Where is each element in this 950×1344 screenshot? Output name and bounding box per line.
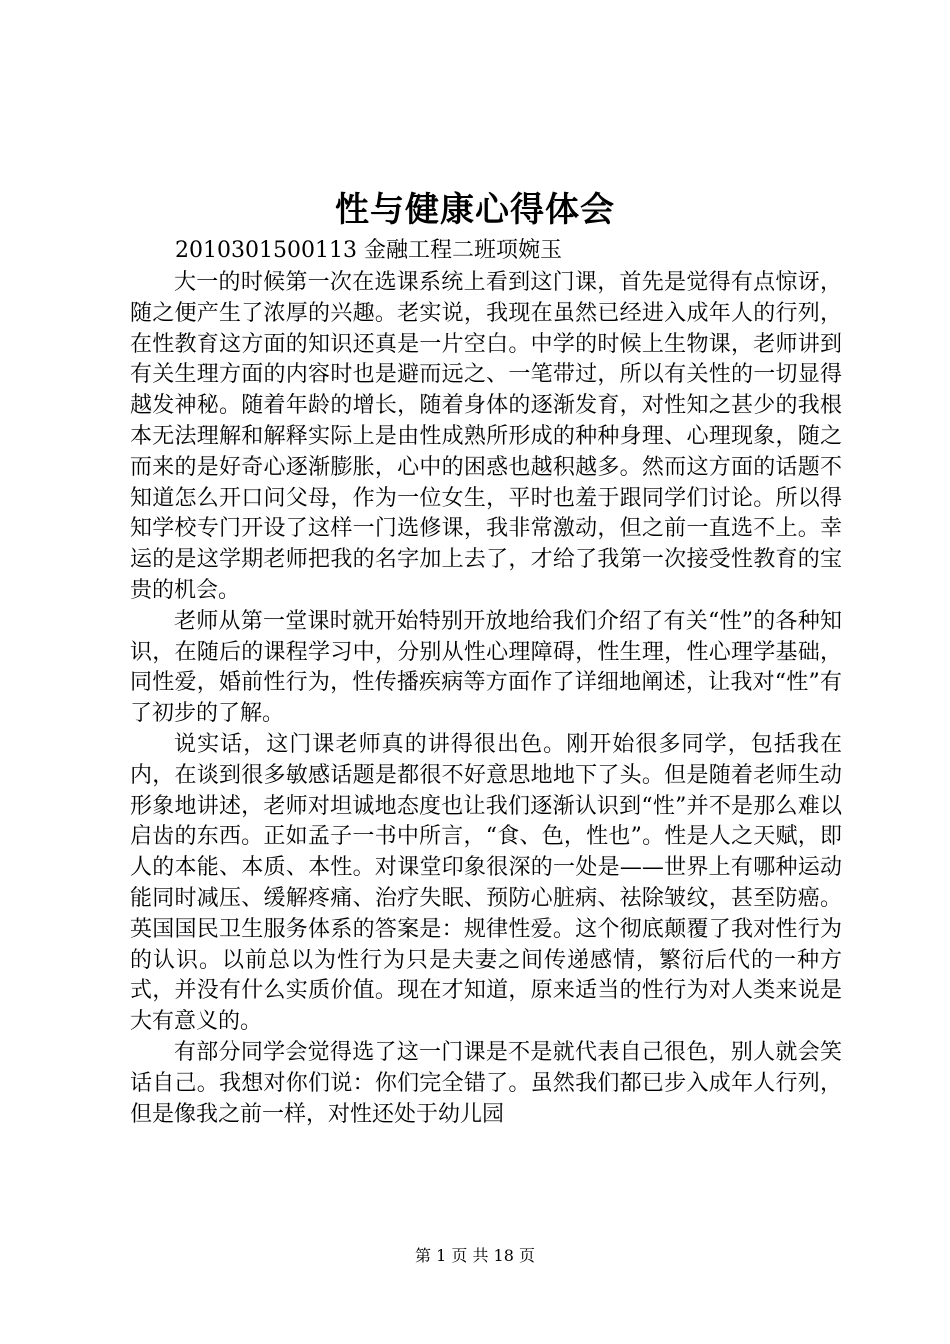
paragraph: 有部分同学会觉得选了这一门课是不是就代表自己很色，别人就会笑话自己。我想对你们说：你们完全错了。虽然我们都已步入成年人行列，但是像我之前一样，对性还处于幼儿园 xyxy=(130,1039,842,1127)
document-title: 性与健康心得体会 xyxy=(335,190,615,230)
document-body xyxy=(130,268,842,1130)
page-footer: 第 1 页 共 18 页 xyxy=(415,1246,535,1265)
paragraph: 说实话，这门课老师真的讲得很出色。刚开始很多同学，包括我在内，在谈到很多敏感话题是都很不好意思地地下了头。但是随着老师生动形象地讲述，老师对坦诚地态度也让我们逐渐认识到“性”并不是那么难以启齿的东西。正如孟子一书中所言，“食、色，性也”。性是人之天赋，即人的本能、本质、本性。对课堂印象很深的一处是——世界上有哪种运动能同时减压、缓解疼痛、治疗失眠、预防心脏病、祛除皱纹，甚至防癌。英国国民卫生服务体系的答案是：规律性爱。这个彻底颠覆了我对性行为的认识。以前总以为性行为只是夫妻之间传递感情，繁衍后代的一种方式，并没有什么实质价值。现在才知道，原来适当的性行为对人类来说是大有意义的。 xyxy=(130,731,842,1035)
paragraph: 老师从第一堂课时就开始特别开放地给我们介绍了有关“性”的各种知识，在随后的课程学习中，分别从性心理障碍，性生理，性心理学基础，同性爱，婚前性行为，性传播疾病等方面作了详细地阐述，让我对“性”有了初步的了解。 xyxy=(130,608,842,727)
author-line: 2010301500113 金融工程二班项婉玉 xyxy=(175,238,562,263)
paragraph: 大一的时候第一次在选课系统上看到这门课，首先是觉得有点惊讶，随之便产生了浓厚的兴趣。老实说，我现在虽然已经进入成年人的行列，在性教育这方面的知识还真是一片空白。中学的时候上生物课，老师讲到有关生理方面的内容时也是避而远之、一笔带过，所以有关性的一切显得越发神秘。随着年龄的增长，随着身体的逐渐发育，对性知之甚少的我根本无法理解和解释实际上是由性成熟所形成的种种身理、心理现象，随之而来的是好奇心逐渐膨胀，心中的困惑也越积越多。然而这方面的话题不知道怎么开口问父母，作为一位女生，平时也羞于跟同学们讨论。所以得知学校专门开设了这样一门选修课，我非常激动，但之前一直选不上。幸运的是这学期老师把我的名字加上去了，才给了我第一次接受性教育的宝贵的机会。 xyxy=(130,270,842,603)
